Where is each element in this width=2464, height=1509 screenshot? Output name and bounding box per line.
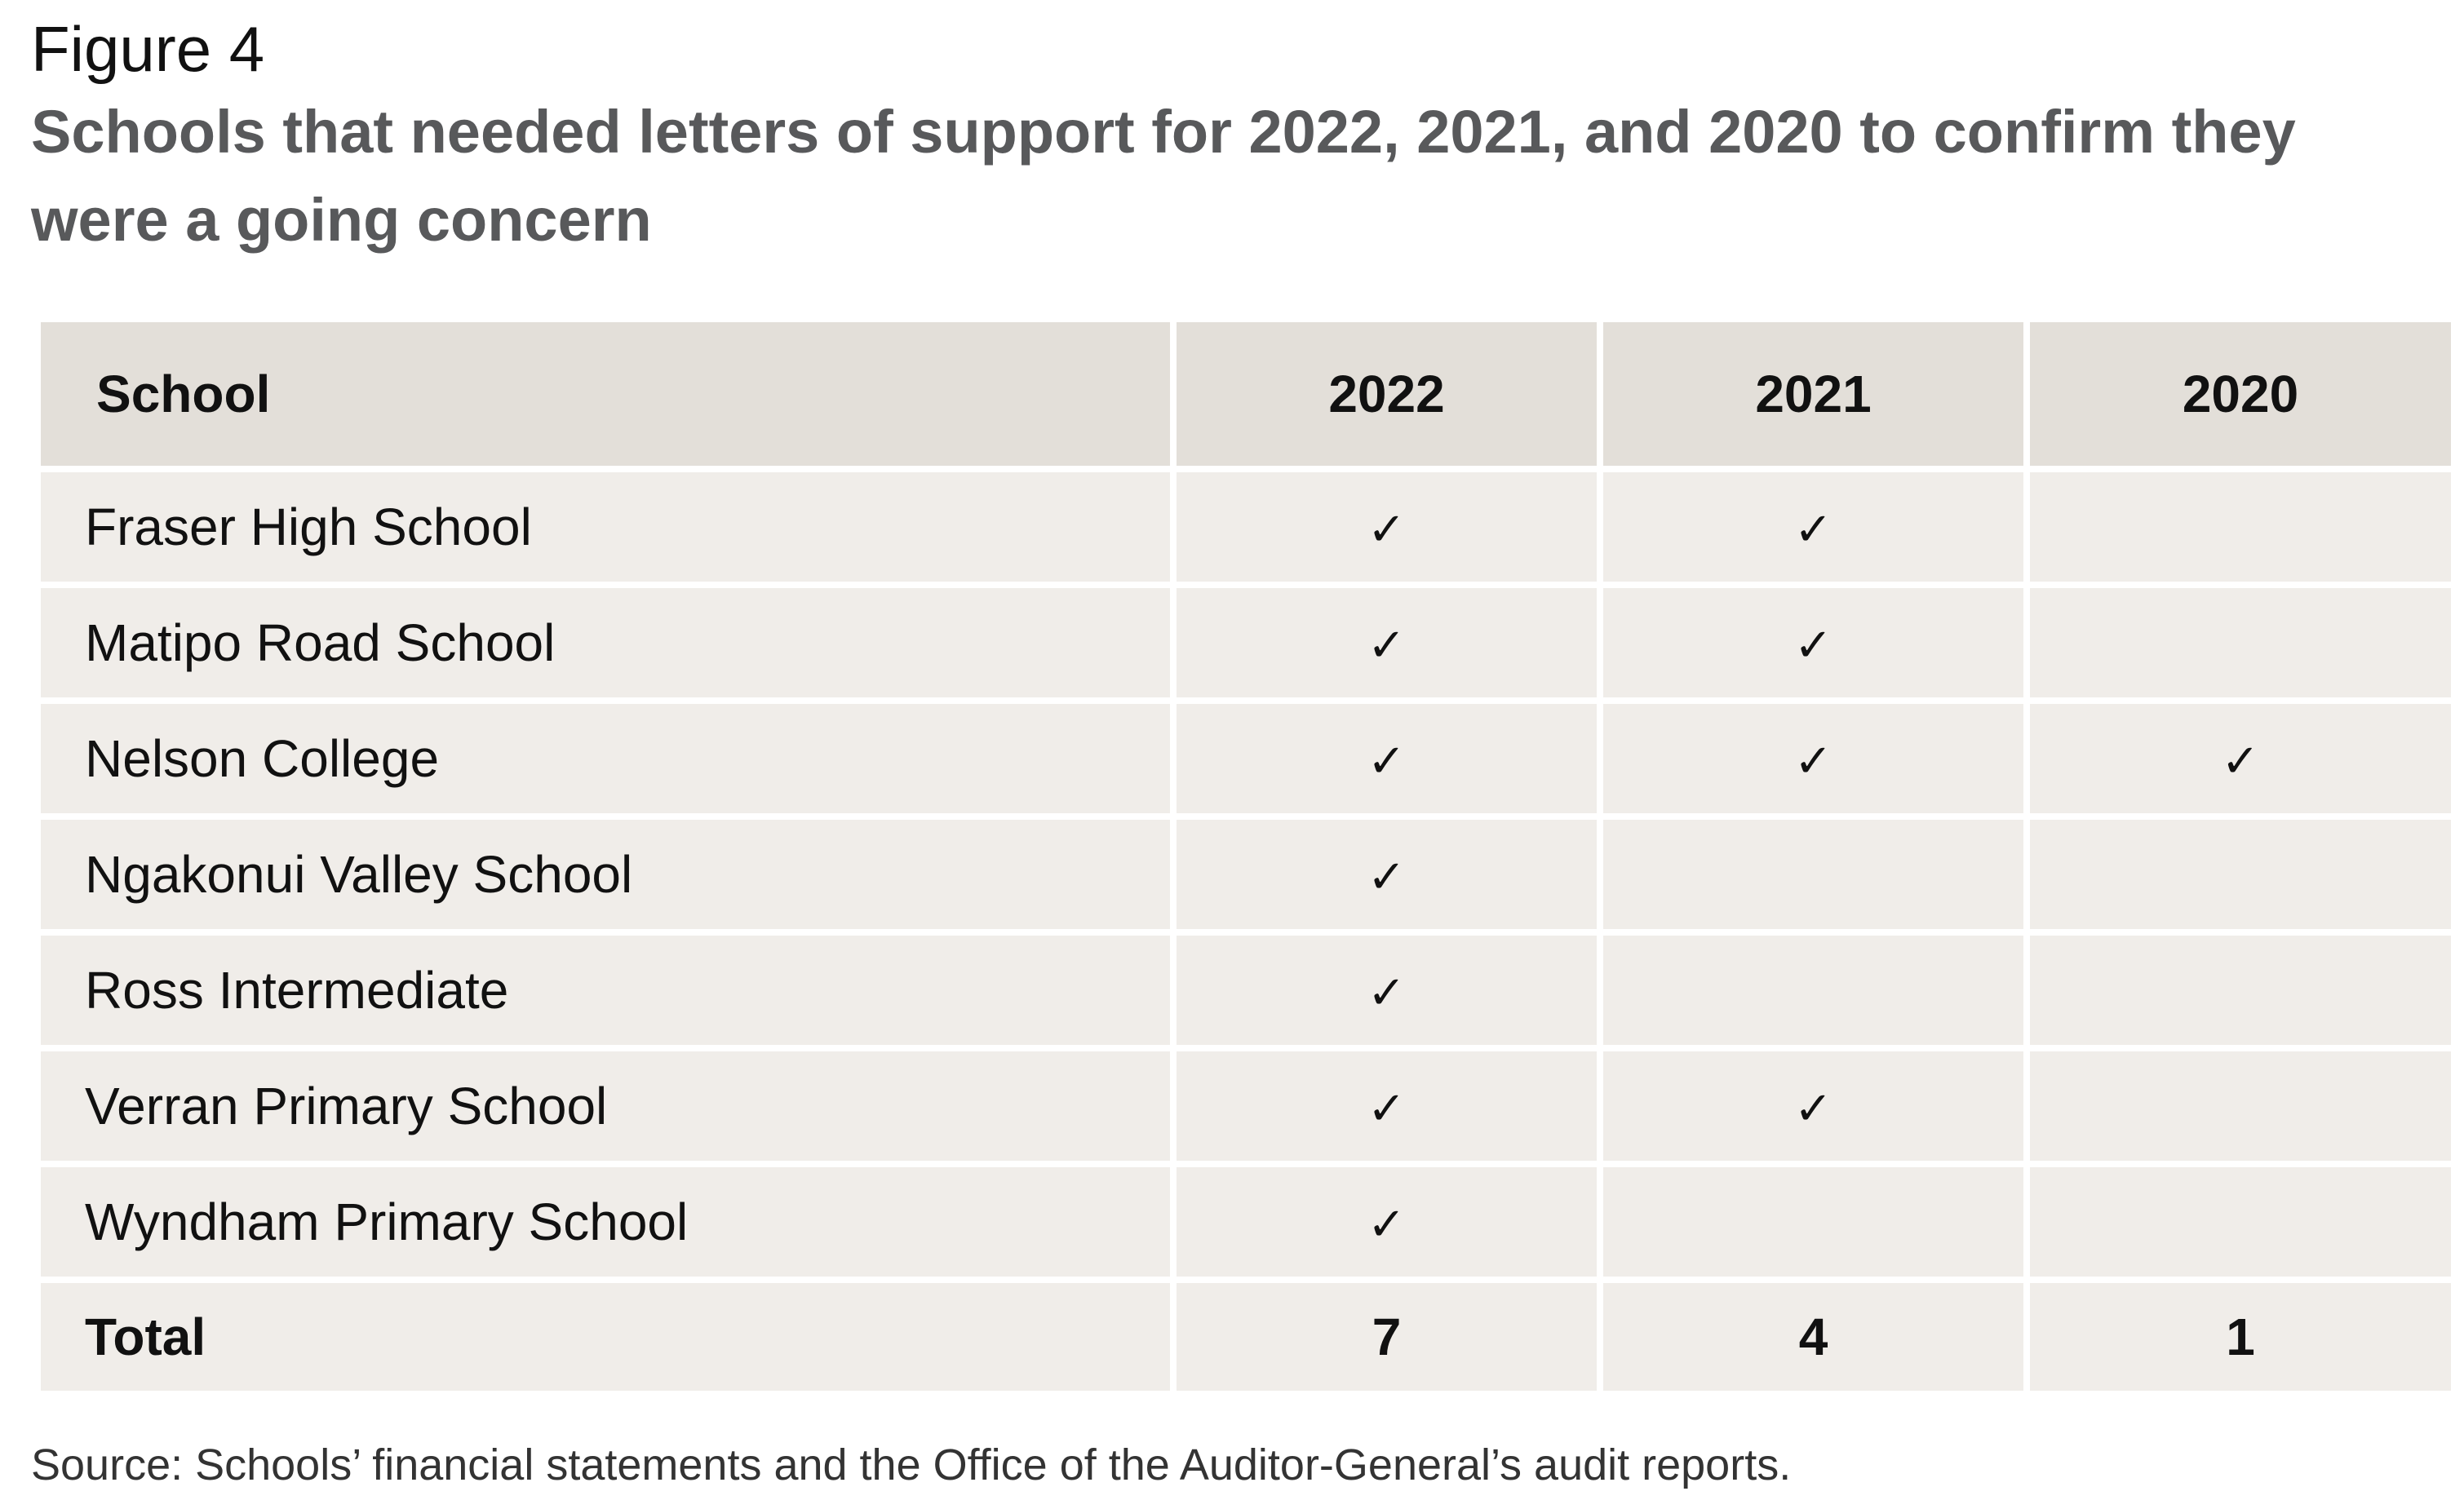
table-row — [38, 932, 2454, 1048]
column-header-school: School — [38, 319, 1173, 469]
column-header-2020: 2020 — [2027, 319, 2454, 469]
total-2020: 1 — [2027, 1280, 2454, 1394]
school-name-cell: Verran Primary School — [38, 1048, 1173, 1164]
check-icon: ✓ — [1367, 1082, 1406, 1135]
source-note: Source: Schools’ financial statements and the Office of the Auditor-General’s audit reports. — [31, 1440, 1792, 1489]
cell-2020 — [2027, 701, 2454, 816]
school-name-cell: Fraser High School — [38, 469, 1173, 585]
cell-2022 — [1173, 816, 1600, 932]
cell-2022 — [1173, 585, 1600, 701]
table-row — [38, 469, 2454, 585]
check-icon: ✓ — [1367, 967, 1406, 1020]
school-name-cell: Wyndham Primary School — [38, 1164, 1173, 1280]
check-icon: ✓ — [1367, 735, 1406, 788]
column-header-2021: 2021 — [1600, 319, 2027, 469]
table-row — [38, 1164, 2454, 1280]
check-icon: ✓ — [1367, 851, 1406, 904]
check-icon: ✓ — [1367, 1198, 1406, 1251]
cell-2021 — [1600, 1164, 2027, 1280]
total-label: Total — [38, 1280, 1173, 1394]
table-row — [38, 701, 2454, 816]
cell-2020 — [2027, 816, 2454, 932]
check-icon: ✓ — [1794, 1082, 1832, 1135]
cell-2020 — [2027, 932, 2454, 1048]
cell-2021 — [1600, 1048, 2027, 1164]
cell-2020 — [2027, 469, 2454, 585]
table-row — [38, 816, 2454, 932]
check-icon: ✓ — [1794, 619, 1832, 672]
school-name-cell: Nelson College — [38, 701, 1173, 816]
check-icon: ✓ — [1367, 619, 1406, 672]
table-row — [38, 585, 2454, 701]
check-icon: ✓ — [1794, 503, 1832, 556]
column-header-2022: 2022 — [1173, 319, 1600, 469]
check-icon: ✓ — [1367, 503, 1406, 556]
cell-2020 — [2027, 1164, 2454, 1280]
schools-table — [34, 316, 2457, 1397]
cell-2020 — [2027, 585, 2454, 701]
total-2021: 4 — [1600, 1280, 2027, 1394]
school-name-cell: Ross Intermediate — [38, 932, 1173, 1048]
school-name-cell: Matipo Road School — [38, 585, 1173, 701]
cell-2022 — [1173, 1164, 1600, 1280]
check-icon: ✓ — [2221, 735, 2260, 788]
check-icon: ✓ — [1794, 735, 1832, 788]
school-name-cell: Ngakonui Valley School — [38, 816, 1173, 932]
cell-2022 — [1173, 701, 1600, 816]
cell-2022 — [1173, 469, 1600, 585]
figure-label: Figure 4 — [31, 13, 265, 85]
schools-table-container — [34, 316, 2451, 1395]
cell-2021 — [1600, 469, 2027, 585]
cell-2020 — [2027, 1048, 2454, 1164]
cell-2022 — [1173, 1048, 1600, 1164]
cell-2021 — [1600, 816, 2027, 932]
total-row — [38, 1280, 2454, 1394]
cell-2021 — [1600, 585, 2027, 701]
figure-title: Schools that needed letters of support for 2022, 2021, and 2020 to confirm they were a going concern — [31, 98, 2296, 254]
table-row — [38, 1048, 2454, 1164]
cell-2021 — [1600, 701, 2027, 816]
cell-2022 — [1173, 932, 1600, 1048]
total-2022: 7 — [1173, 1280, 1600, 1394]
table-header-row — [38, 319, 2454, 469]
cell-2021 — [1600, 932, 2027, 1048]
